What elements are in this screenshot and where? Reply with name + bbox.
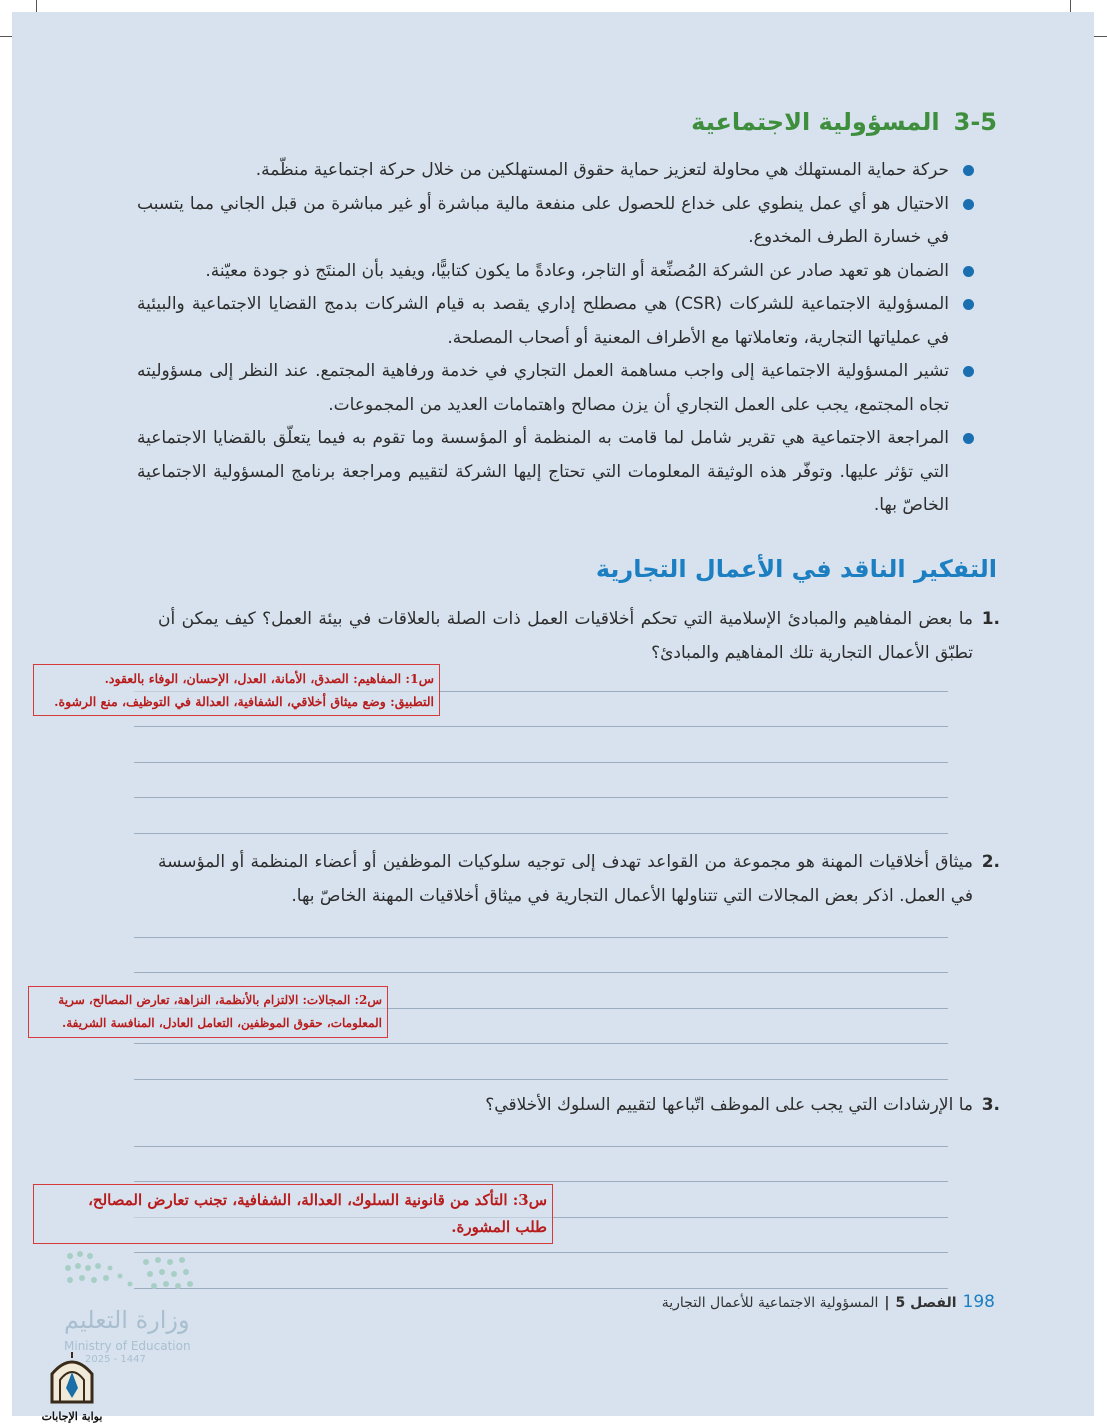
writing-line[interactable] bbox=[134, 902, 948, 938]
bullet-dot-icon bbox=[963, 366, 974, 377]
critical-thinking-heading: التفكير الناقد في الأعمال التجارية bbox=[595, 555, 997, 583]
bullet-item: المسؤولية الاجتماعية للشركات (CSR) هي مصطلح إداري يقصد به قيام الشركات بدمج القضايا الاجتماعية والبيئية في عملياتها التجارية، وتعاملاتها مع الأطراف المعنية أو أصحاب المصلحة. bbox=[137, 288, 949, 355]
bullet-dot-icon bbox=[963, 266, 974, 277]
writing-line[interactable] bbox=[134, 1253, 948, 1289]
writing-line[interactable] bbox=[134, 1111, 948, 1147]
section-heading bbox=[691, 108, 997, 136]
bullet-item: المراجعة الاجتماعية هي تقرير شامل لما قامت به المنظمة أو المؤسسة وما تقوم به فيما يتعلّق بالقضايا الاجتماعية التي تؤثر عليها. وتوفّر هذه الوثيقة المعلومات التي تحتاج إليها الشركة لتقييم ومراجعة برنامج المسؤولية الاجتماعية الخاصّ بها. bbox=[137, 422, 949, 523]
question-text: ميثاق أخلاقيات المهنة هو مجموعة من القواعد تهدف إلى توجيه سلوكيات الموظفين أو أعضاء المنظمة أو المؤسسة في العمل. اذكر بعض المجالات التي تتناولها الأعمال التجارية في ميثاق أخلاقيات المهنة الخاصّ بها. bbox=[158, 852, 973, 906]
ministry-year: 2025 - 1447 bbox=[85, 1354, 146, 1365]
bullet-dot-icon bbox=[963, 299, 974, 310]
section-title: المسؤولية الاجتماعية bbox=[691, 108, 940, 136]
question-number: 3. bbox=[981, 1095, 1000, 1115]
ministry-name-en: Ministry of Education bbox=[64, 1339, 191, 1353]
writing-line[interactable] bbox=[134, 798, 948, 834]
question-text: ما بعض المفاهيم والمبادئ الإسلامية التي تحكم أخلاقيات العمل ذات الصلة بالعلاقات في بيئة العمل؟ كيف يمكن أن تطبّق الأعمال التجارية تلك المفاهيم والمبادئ؟ bbox=[158, 609, 973, 663]
bullet-dot-icon bbox=[963, 433, 974, 444]
bullet-list bbox=[137, 154, 949, 523]
answer-box-1: س1: المفاهيم: الصدق، الأمانة، العدل، الإحسان، الوفاء بالعقود. التطبيق: وضع ميثاق أخلاقي، الشفافية، العدالة في التوظيف، منع الرشوة. bbox=[33, 664, 440, 716]
footer-divider: | bbox=[884, 1295, 890, 1311]
answer-box-3: س3: التأكد من قانونية السلوك، العدالة، الشفافية، تجنب تعارض المصالح، طلب المشورة. bbox=[33, 1184, 553, 1244]
question-text: ما الإرشادات التي يجب على الموظف اتّباعها لتقييم السلوك الأخلاقي؟ bbox=[485, 1095, 973, 1115]
bullet-dot-icon bbox=[963, 165, 974, 176]
bullet-item: تشير المسؤولية الاجتماعية إلى واجب مساهمة العمل التجاري في خدمة ورفاهية المجتمع. عند النظر إلى مسؤوليته تجاه المجتمع، يجب على العمل التجاري أن يزن مصالح واهتمامات العديد من المجموعات. bbox=[137, 355, 949, 422]
bullet-dot-icon bbox=[963, 199, 974, 210]
bullet-item: حركة حماية المستهلك هي محاولة لتعزيز حماية حقوق المستهلكين من خلال حركة اجتماعية منظّمة. bbox=[137, 154, 949, 188]
ministry-name-ar: وزارة التعليم bbox=[64, 1306, 190, 1334]
question-number: 1. bbox=[981, 609, 1000, 629]
chapter-title: المسؤولية الاجتماعية للأعمال التجارية bbox=[661, 1295, 879, 1311]
writing-line[interactable] bbox=[134, 763, 948, 799]
writing-line[interactable] bbox=[134, 938, 948, 974]
bullet-item: الاحتيال هو أي عمل ينطوي على خداع للحصول على منفعة مالية مباشرة أو غير مباشرة من قبل الجاني مما يتسبب في خسارة الطرف المخدوع. bbox=[137, 188, 949, 255]
section-number: 3-5 bbox=[953, 108, 997, 136]
mosque-logo-icon bbox=[30, 1348, 114, 1406]
chapter-label: الفصل 5 bbox=[895, 1295, 957, 1311]
writing-line[interactable] bbox=[134, 1044, 948, 1080]
bullet-item: الضمان هو تعهد صادر عن الشركة المُصنِّعة أو التاجر، وعادةً ما يكون كتابيًّا، ويفيد بأن المنتَج ذو جودة معيّنة. bbox=[137, 255, 949, 289]
page-number: 198 bbox=[962, 1292, 995, 1312]
ministry-dots-icon bbox=[50, 1248, 220, 1304]
answers-portal-watermark bbox=[30, 1348, 114, 1423]
answer-box-2: س2: المجالات: الالتزام بالأنظمة، النزاهة، تعارض المصالح، سرية المعلومات، حقوق الموظفين، التعامل العادل، المنافسة الشريفة. bbox=[28, 986, 388, 1038]
writing-line[interactable] bbox=[134, 1147, 948, 1183]
page-footer bbox=[662, 1292, 995, 1312]
answers-portal-label: بوابة الإجابات bbox=[41, 1410, 103, 1423]
writing-line[interactable] bbox=[134, 727, 948, 763]
question-number: 2. bbox=[981, 852, 1000, 872]
